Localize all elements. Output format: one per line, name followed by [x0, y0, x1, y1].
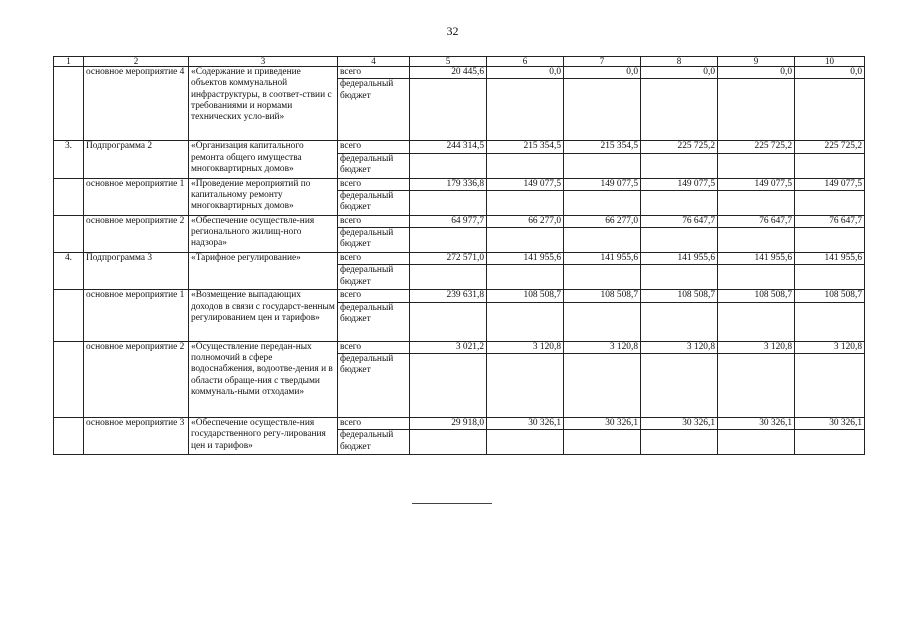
- funding-source: федеральный бюджет: [338, 265, 410, 290]
- program-name: «Осуществление передан-ных полномочий в сфере водоснабжения, водоотве-дения и в области обраще-ния с твердыми коммуналь-ными отходами»: [189, 341, 338, 417]
- program-name: «Обеспечение осуществле-ния регионального жилищ-ного надзора»: [189, 215, 338, 252]
- funding-source: всего: [338, 290, 410, 302]
- column-number: 2: [84, 57, 189, 67]
- amount-cell: 141 955,6: [795, 253, 865, 265]
- funding-source: федеральный бюджет: [338, 430, 410, 455]
- amount-cell: [564, 228, 641, 253]
- amount-cell: [487, 153, 564, 178]
- funding-source: всего: [338, 341, 410, 353]
- program-item: основное мероприятие 1: [84, 178, 189, 215]
- amount-cell: 66 277,0: [564, 215, 641, 227]
- amount-cell: [795, 430, 865, 455]
- amount-cell: [564, 430, 641, 455]
- table-row: [54, 215, 865, 227]
- amount-cell: [795, 190, 865, 215]
- program-item: Подпрограмма 2: [84, 141, 189, 178]
- amount-cell: 20 445,6: [410, 67, 487, 79]
- amount-cell: [564, 190, 641, 215]
- amount-cell: [564, 265, 641, 290]
- amount-cell: 3 120,8: [641, 341, 718, 353]
- amount-cell: 225 725,2: [795, 141, 865, 153]
- amount-cell: [410, 228, 487, 253]
- amount-cell: 0,0: [564, 67, 641, 79]
- program-item: основное мероприятие 2: [84, 215, 189, 252]
- program-name: «Проведение мероприятий по капитальному ремонту многоквартирных домов»: [189, 178, 338, 215]
- amount-cell: [410, 354, 487, 418]
- row-number: [54, 341, 84, 417]
- amount-cell: 30 326,1: [641, 418, 718, 430]
- table-row: [54, 341, 865, 353]
- column-number: 4: [338, 57, 410, 67]
- amount-cell: [718, 79, 795, 141]
- column-number: 10: [795, 57, 865, 67]
- amount-cell: 64 977,7: [410, 215, 487, 227]
- amount-cell: [641, 190, 718, 215]
- amount-cell: [487, 354, 564, 418]
- amount-cell: 244 314,5: [410, 141, 487, 153]
- amount-cell: [641, 354, 718, 418]
- column-number: 1: [54, 57, 84, 67]
- amount-cell: 3 120,8: [718, 341, 795, 353]
- funding-source: федеральный бюджет: [338, 228, 410, 253]
- amount-cell: [641, 153, 718, 178]
- amount-cell: [641, 79, 718, 141]
- funding-source: федеральный бюджет: [338, 302, 410, 341]
- amount-cell: [410, 265, 487, 290]
- amount-cell: 30 326,1: [718, 418, 795, 430]
- amount-cell: [795, 153, 865, 178]
- row-number: [54, 290, 84, 341]
- amount-cell: [795, 79, 865, 141]
- amount-cell: [487, 302, 564, 341]
- funding-source: всего: [338, 67, 410, 79]
- amount-cell: 76 647,7: [795, 215, 865, 227]
- column-number-row: [54, 57, 865, 67]
- column-number: 8: [641, 57, 718, 67]
- amount-cell: 149 077,5: [487, 178, 564, 190]
- program-name: «Тарифное регулирование»: [189, 253, 338, 290]
- amount-cell: 3 120,8: [487, 341, 564, 353]
- amount-cell: 0,0: [795, 67, 865, 79]
- amount-cell: [641, 302, 718, 341]
- amount-cell: 141 955,6: [718, 253, 795, 265]
- amount-cell: 215 354,5: [564, 141, 641, 153]
- amount-cell: [718, 302, 795, 341]
- table-row: [54, 253, 865, 265]
- amount-cell: 149 077,5: [718, 178, 795, 190]
- amount-cell: 272 571,0: [410, 253, 487, 265]
- amount-cell: [641, 228, 718, 253]
- amount-cell: [718, 190, 795, 215]
- amount-cell: 141 955,6: [564, 253, 641, 265]
- amount-cell: 29 918,0: [410, 418, 487, 430]
- amount-cell: [564, 79, 641, 141]
- amount-cell: [410, 153, 487, 178]
- funding-source: федеральный бюджет: [338, 79, 410, 141]
- amount-cell: [564, 302, 641, 341]
- amount-cell: 76 647,7: [718, 215, 795, 227]
- amount-cell: [641, 430, 718, 455]
- row-number: [54, 178, 84, 215]
- funding-source: всего: [338, 418, 410, 430]
- amount-cell: 225 725,2: [641, 141, 718, 153]
- amount-cell: 30 326,1: [795, 418, 865, 430]
- amount-cell: 66 277,0: [487, 215, 564, 227]
- table-row: [54, 67, 865, 79]
- column-number: 3: [189, 57, 338, 67]
- program-item: основное мероприятие 2: [84, 341, 189, 417]
- page-number: 32: [446, 24, 459, 38]
- program-name: «Возмещение выпадающих доходов в связи с государст-венным регулированием цен и тарифов»: [189, 290, 338, 341]
- amount-cell: 108 508,7: [795, 290, 865, 302]
- funding-source: всего: [338, 253, 410, 265]
- amount-cell: [410, 79, 487, 141]
- column-number: 6: [487, 57, 564, 67]
- amount-cell: 30 326,1: [564, 418, 641, 430]
- amount-cell: [410, 190, 487, 215]
- amount-cell: [487, 190, 564, 215]
- amount-cell: [718, 153, 795, 178]
- amount-cell: [487, 430, 564, 455]
- amount-cell: 3 120,8: [795, 341, 865, 353]
- program-name: «Содержание и приведение объектов коммунальной инфраструктуры, в соответ-ствии с требованиями и нормами технических усло-вий»: [189, 67, 338, 141]
- end-divider: [412, 503, 492, 504]
- amount-cell: [795, 228, 865, 253]
- funding-source: федеральный бюджет: [338, 354, 410, 418]
- table-row: [54, 290, 865, 302]
- table-row: [54, 141, 865, 153]
- amount-cell: [718, 228, 795, 253]
- amount-cell: 3 120,8: [564, 341, 641, 353]
- amount-cell: 0,0: [487, 67, 564, 79]
- amount-cell: 149 077,5: [564, 178, 641, 190]
- amount-cell: 108 508,7: [641, 290, 718, 302]
- column-number: 7: [564, 57, 641, 67]
- amount-cell: [564, 153, 641, 178]
- amount-cell: [487, 265, 564, 290]
- budget-table: [53, 56, 865, 455]
- amount-cell: [487, 79, 564, 141]
- row-number: 3.: [54, 141, 84, 178]
- amount-cell: 225 725,2: [718, 141, 795, 153]
- column-number: 5: [410, 57, 487, 67]
- funding-source: всего: [338, 178, 410, 190]
- funding-source: федеральный бюджет: [338, 153, 410, 178]
- amount-cell: [795, 265, 865, 290]
- row-number: [54, 67, 84, 141]
- program-name: «Организация капитального ремонта общего имущества многоквартирных домов»: [189, 141, 338, 178]
- funding-source: всего: [338, 141, 410, 153]
- amount-cell: 149 077,5: [795, 178, 865, 190]
- row-number: [54, 215, 84, 252]
- column-number: 9: [718, 57, 795, 67]
- funding-source: всего: [338, 215, 410, 227]
- amount-cell: 30 326,1: [487, 418, 564, 430]
- program-item: основное мероприятие 1: [84, 290, 189, 341]
- program-item: Подпрограмма 3: [84, 253, 189, 290]
- amount-cell: 76 647,7: [641, 215, 718, 227]
- amount-cell: 108 508,7: [564, 290, 641, 302]
- program-item: основное мероприятие 4: [84, 67, 189, 141]
- amount-cell: [718, 265, 795, 290]
- amount-cell: 141 955,6: [641, 253, 718, 265]
- amount-cell: [718, 354, 795, 418]
- program-item: основное мероприятие 3: [84, 418, 189, 455]
- amount-cell: [718, 430, 795, 455]
- row-number: 4.: [54, 253, 84, 290]
- amount-cell: [641, 265, 718, 290]
- amount-cell: [795, 354, 865, 418]
- amount-cell: 0,0: [718, 67, 795, 79]
- program-name: «Обеспечение осуществле-ния государственного регу-лирования цен и тарифов»: [189, 418, 338, 455]
- amount-cell: [410, 430, 487, 455]
- amount-cell: 3 021,2: [410, 341, 487, 353]
- table-row: [54, 418, 865, 430]
- funding-source: федеральный бюджет: [338, 190, 410, 215]
- row-number: [54, 418, 84, 455]
- amount-cell: 108 508,7: [718, 290, 795, 302]
- amount-cell: 239 631,8: [410, 290, 487, 302]
- amount-cell: 215 354,5: [487, 141, 564, 153]
- amount-cell: [795, 302, 865, 341]
- amount-cell: [487, 228, 564, 253]
- amount-cell: 141 955,6: [487, 253, 564, 265]
- amount-cell: 179 336,8: [410, 178, 487, 190]
- amount-cell: 0,0: [641, 67, 718, 79]
- table-row: [54, 178, 865, 190]
- amount-cell: [410, 302, 487, 341]
- amount-cell: 149 077,5: [641, 178, 718, 190]
- amount-cell: [564, 354, 641, 418]
- amount-cell: 108 508,7: [487, 290, 564, 302]
